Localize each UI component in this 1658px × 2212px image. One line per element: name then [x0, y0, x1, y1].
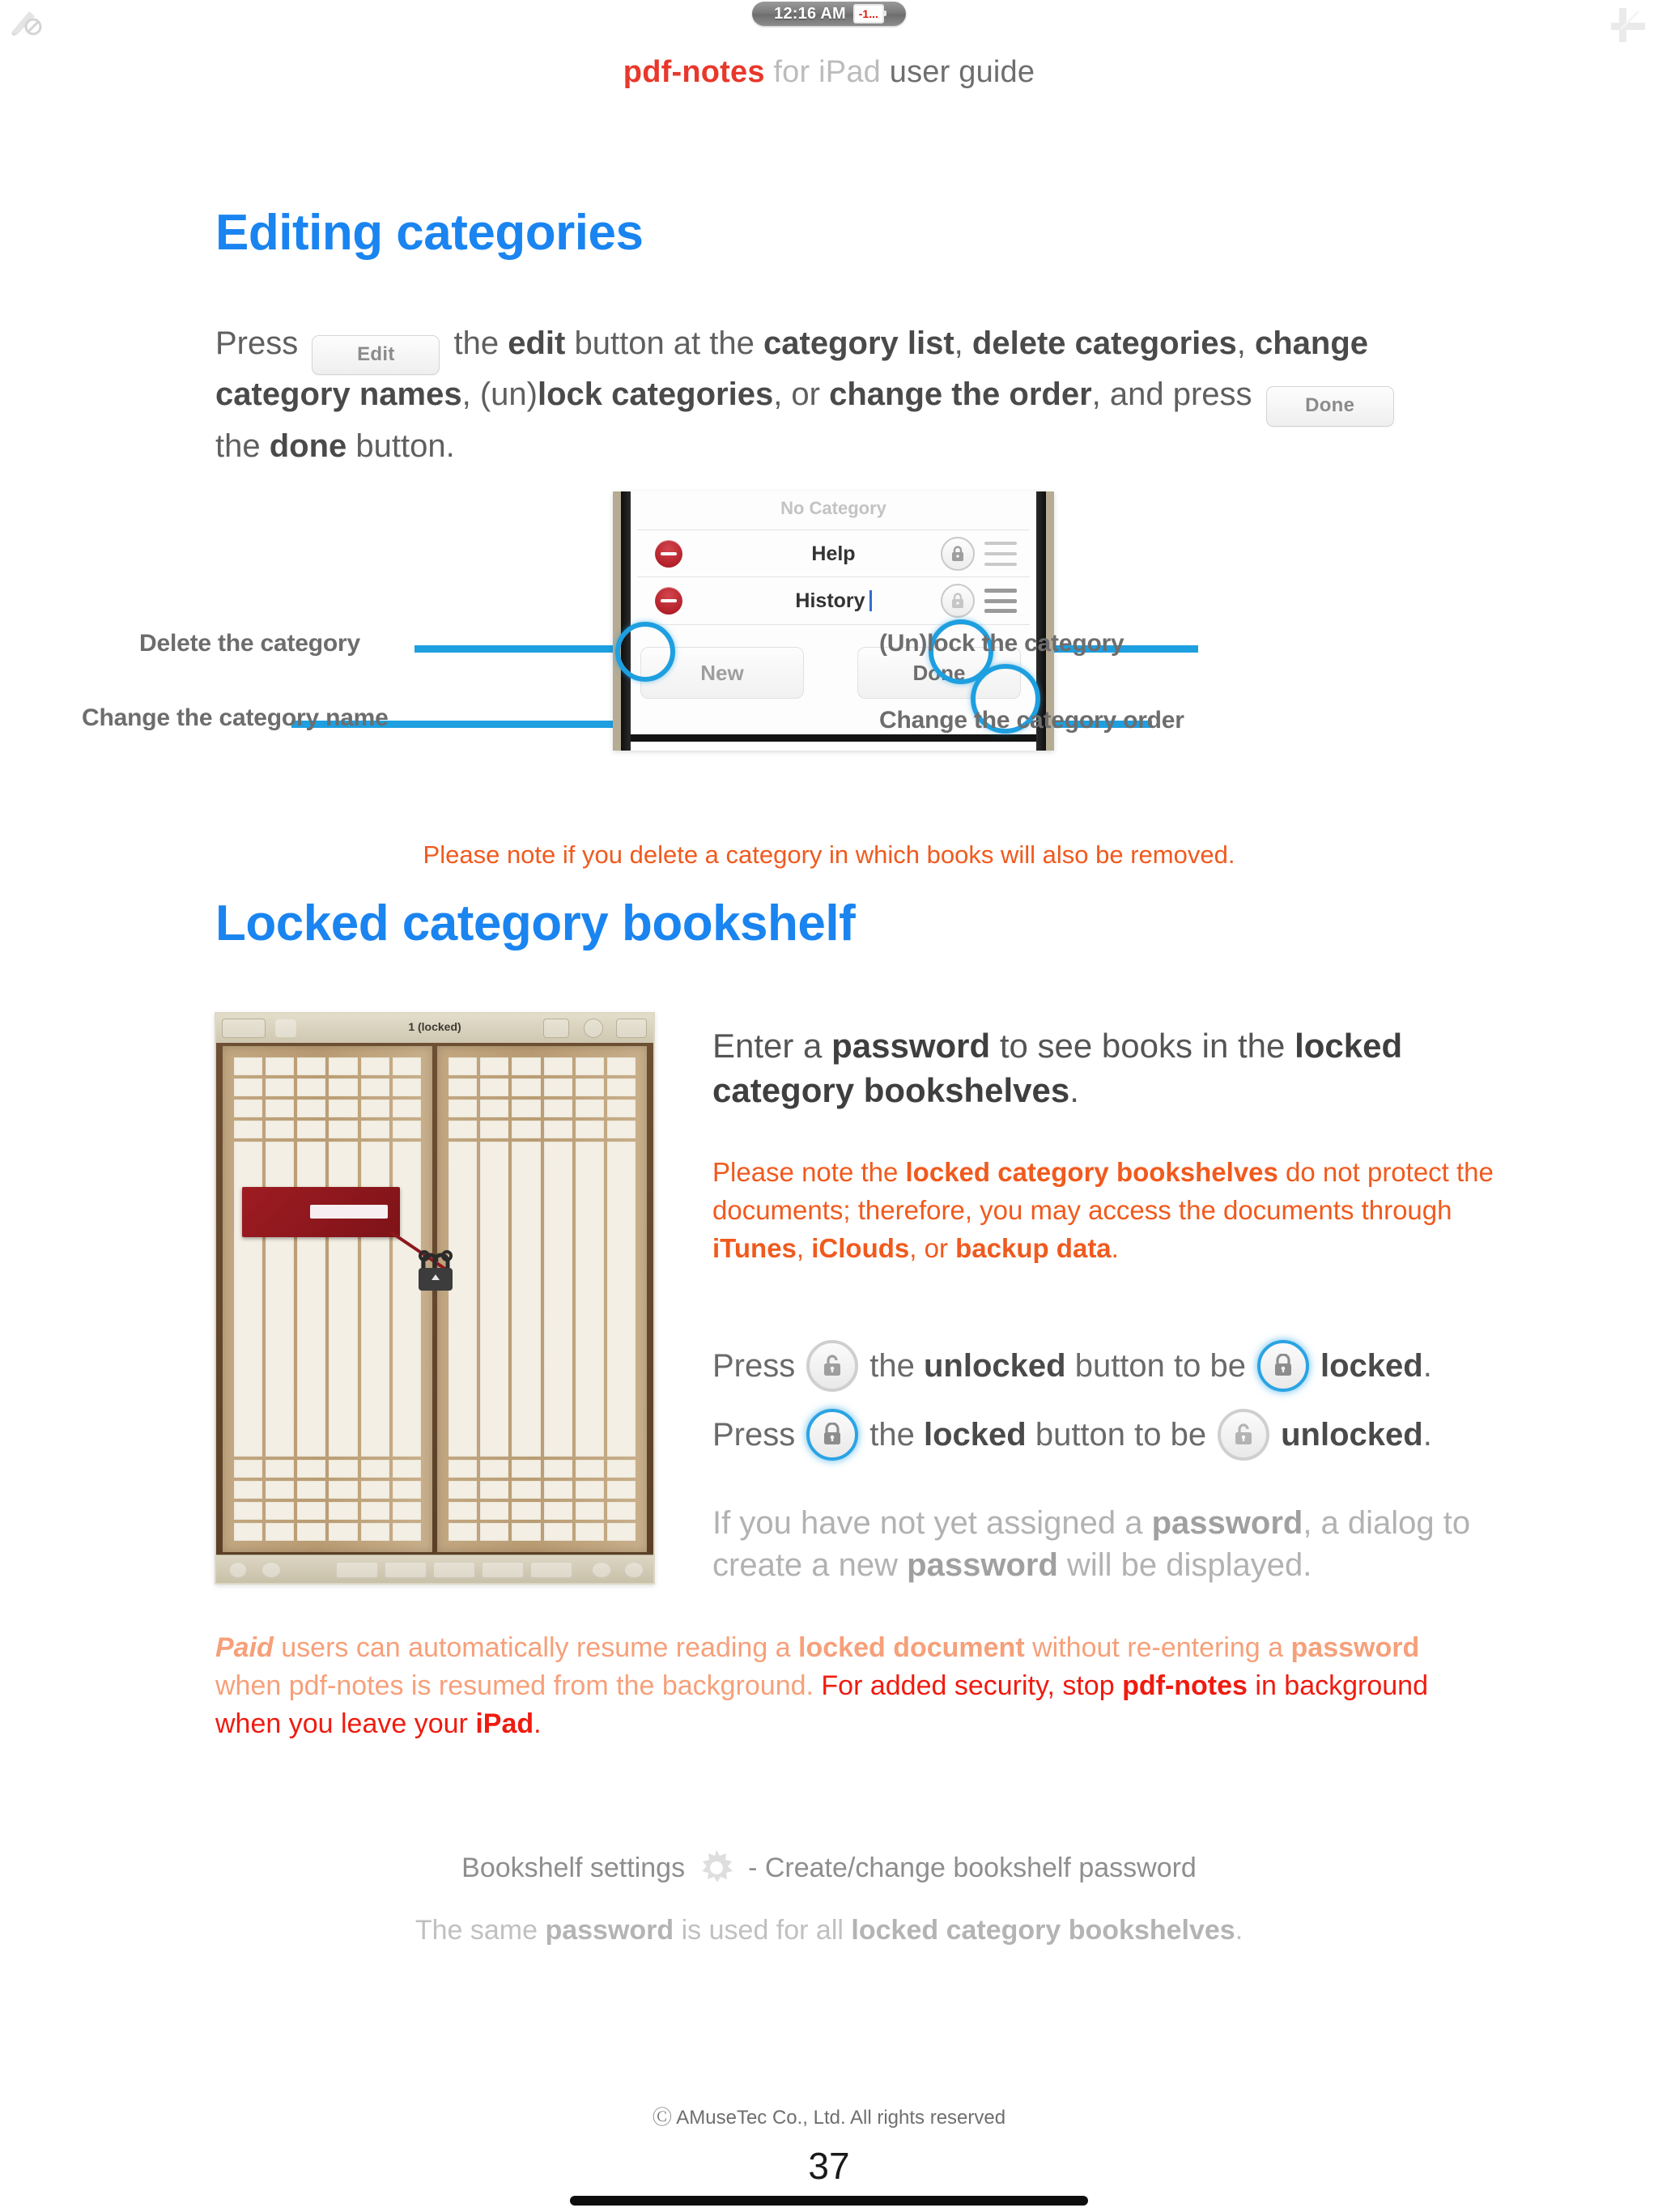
pane-row	[234, 1502, 421, 1520]
lock-icon-history[interactable]	[941, 584, 975, 618]
callout-line-delete	[414, 645, 625, 653]
edit-button[interactable]: Edit	[312, 335, 440, 375]
table-row[interactable]	[637, 576, 1030, 625]
callout-label-unlock: (Un)lock the category	[879, 630, 1124, 657]
sliding-door-left[interactable]	[223, 1046, 432, 1552]
intro-edit-bold: edit	[508, 325, 566, 361]
press1-locked-label: locked	[1320, 1347, 1423, 1384]
paid-label: Paid	[215, 1632, 274, 1663]
red-c: in background when you leave your	[215, 1670, 1428, 1739]
press1-mid: button to be	[1074, 1347, 1246, 1384]
press1-unlocked-label: unlocked	[923, 1347, 1066, 1384]
press1-press: Press	[712, 1347, 796, 1384]
reorder-handle-help[interactable]	[984, 542, 1017, 566]
pane-row	[234, 1481, 421, 1499]
samepw-a: The same	[414, 1915, 538, 1946]
text-caret	[869, 590, 872, 611]
pane-row	[449, 1502, 636, 1520]
locked-bookshelf-screenshot	[215, 1012, 655, 1585]
running-head-mid: for iPad	[764, 55, 881, 89]
samepw-b: is used for all	[681, 1915, 844, 1946]
table-row[interactable]	[637, 530, 1030, 577]
dim-password-2: password	[907, 1547, 1058, 1583]
lead-bookshelves: category bookshelves	[712, 1070, 1070, 1109]
section-title-locked-bookshelf: Locked category bookshelf	[215, 895, 856, 951]
dim-a: If you have not yet assigned a	[712, 1505, 1143, 1541]
password-tag[interactable]	[242, 1187, 400, 1237]
warn-sep-2: , or	[909, 1232, 948, 1263]
pane-row	[449, 1481, 636, 1499]
lock-icon-help[interactable]	[941, 537, 975, 571]
highlight-ring-delete	[615, 622, 675, 682]
intro-change-order: change the order	[829, 376, 1092, 413]
pane-row	[449, 1460, 636, 1478]
delete-category-note: Please note if you delete a category in which books will also be removed.	[423, 840, 1235, 869]
intro-comma-2: ,	[1236, 325, 1246, 361]
locked-icon[interactable]	[1257, 1340, 1309, 1392]
warn-backup: backup data	[955, 1232, 1112, 1263]
intro-category-list: category list	[763, 325, 954, 361]
editing-categories-diagram	[0, 478, 1658, 818]
new-category-button[interactable]: New	[640, 647, 804, 699]
bookshelf-doors	[216, 1043, 653, 1555]
footer-refresh-icon[interactable]	[624, 1562, 644, 1578]
page-bottom-bar	[570, 2196, 1088, 2206]
bookshelf-settings-line	[0, 1848, 1658, 1888]
warn-sep-1: ,	[796, 1232, 805, 1263]
category-list-header: No Category	[780, 498, 886, 518]
warn-shelves: locked category bookshelves	[905, 1157, 1278, 1187]
warn-iclouds: iClouds	[811, 1232, 910, 1263]
intro-delete-categories: delete categories	[971, 325, 1237, 361]
intro-at-the: button at the	[574, 325, 755, 361]
locked-bookshelf-warning	[712, 1154, 1506, 1268]
press1-the: the	[869, 1347, 915, 1384]
done-editing-button[interactable]: Done	[857, 647, 1021, 699]
warn-b: do not protect the documents; therefore, you may access the documents through	[712, 1157, 1494, 1225]
editing-categories-intro	[215, 324, 1430, 466]
section-title-editing-categories: Editing categories	[215, 205, 644, 261]
intro-button-word: button.	[355, 428, 455, 464]
unlocked-icon[interactable]	[1218, 1409, 1269, 1461]
same-password-note	[0, 1915, 1658, 1946]
footer-tab-2[interactable]	[385, 1562, 427, 1578]
intro-lock-categories: lock categories	[537, 376, 774, 413]
no-password-note	[712, 1502, 1506, 1586]
press2-locked-label: locked	[923, 1416, 1027, 1453]
pane-row	[234, 1078, 421, 1096]
status-clock: 12:16 AM	[774, 4, 846, 23]
paid-locked-document: locked document	[798, 1632, 1025, 1663]
warn-period: .	[1111, 1232, 1119, 1263]
red-ipad: iPad	[475, 1708, 534, 1739]
footer-tab-4[interactable]	[482, 1562, 524, 1578]
pane-row	[234, 1057, 421, 1075]
footer-tab-3[interactable]	[433, 1562, 475, 1578]
intro-press: Press	[215, 325, 299, 361]
pane-row	[449, 1100, 636, 1117]
settings-label: Bookshelf settings	[461, 1852, 686, 1883]
unlocked-icon[interactable]	[806, 1340, 858, 1392]
callout-label-delete: Delete the category	[139, 630, 360, 657]
red-brand: pdf-notes	[1122, 1670, 1248, 1701]
callout-label-rename: Change the category name	[82, 704, 389, 731]
lead-period: .	[1069, 1070, 1079, 1109]
intro-comma-1: ,	[954, 325, 963, 361]
footer-eye-icon[interactable]	[592, 1562, 611, 1578]
lead-password: password	[831, 1027, 991, 1065]
paid-password: password	[1290, 1632, 1420, 1663]
battery-level: -1...	[858, 7, 878, 20]
dim-password-1: password	[1151, 1505, 1303, 1541]
samepw-shelves: locked category bookshelves	[851, 1915, 1235, 1946]
lead-a: Enter a	[712, 1027, 823, 1065]
lead-b: to see books in the	[999, 1027, 1286, 1065]
pane-row	[234, 1100, 421, 1117]
lead-locked: locked	[1295, 1027, 1403, 1065]
intro-done-bold: done	[269, 428, 347, 464]
sliding-door-right[interactable]	[437, 1046, 647, 1552]
red-a: For added security, stop	[821, 1670, 1115, 1701]
done-button[interactable]: Done	[1266, 386, 1394, 426]
reorder-handle-history[interactable]	[984, 589, 1017, 613]
red-period: .	[534, 1708, 542, 1739]
copyright-notice: Ⓒ AMuseTec Co., Ltd. All rights reserved	[652, 2107, 1006, 2129]
samepw-password: password	[545, 1915, 674, 1946]
paid-d: when pdf-notes is resumed from the background.	[215, 1670, 814, 1701]
press2-press: Press	[712, 1416, 796, 1453]
locked-icon[interactable]	[806, 1409, 858, 1461]
page-number: 37	[808, 2145, 850, 2187]
intro-comma-3: , (un)	[461, 376, 538, 413]
running-head-tail: user guide	[881, 55, 1035, 89]
intro-comma-4: ,	[1091, 376, 1101, 413]
footer-tab-5[interactable]	[530, 1562, 572, 1578]
pane-row	[234, 1121, 421, 1138]
intro-the-1: the	[453, 325, 500, 361]
paid-c: without re-entering a	[1032, 1632, 1284, 1663]
locked-bookshelf-lead	[712, 1024, 1506, 1112]
footer-tab-1[interactable]	[336, 1562, 378, 1578]
pane-row	[449, 1057, 636, 1075]
callout-label-reorder: Change the category order	[879, 707, 1184, 734]
bookshelf-toolbar	[216, 1014, 653, 1044]
press2-mid: button to be	[1035, 1416, 1207, 1453]
warn-itunes: iTunes	[712, 1232, 797, 1263]
paid-a: users can automatically resume reading a	[281, 1632, 791, 1663]
press2-unlocked-label: unlocked	[1281, 1416, 1423, 1453]
password-input[interactable]	[310, 1205, 388, 1219]
intro-or: , or	[773, 376, 820, 413]
category-name-history-text: History	[795, 589, 865, 612]
samepw-period: .	[1235, 1915, 1244, 1946]
door-panes-left	[234, 1057, 421, 1541]
pane-row	[449, 1121, 636, 1138]
gear-icon[interactable]	[696, 1848, 737, 1888]
press2-period: .	[1422, 1416, 1432, 1453]
pane-row	[449, 1523, 636, 1541]
pane-row	[234, 1523, 421, 1541]
bookshelf-footer-toolbar	[216, 1555, 653, 1583]
pane-row	[449, 1142, 636, 1457]
intro-and-press: and press	[1109, 376, 1252, 413]
intro-the-2: the	[215, 428, 261, 464]
footer-download-icon[interactable]	[229, 1562, 247, 1578]
settings-description: - Create/change bookshelf password	[748, 1852, 1197, 1883]
footer-cloud-icon[interactable]	[261, 1562, 281, 1578]
pane-row	[449, 1078, 636, 1096]
brand-name: pdf-notes	[623, 55, 765, 89]
door-panes-right	[449, 1057, 636, 1541]
paid-users-note	[215, 1629, 1462, 1743]
dim-c: will be displayed.	[1067, 1547, 1312, 1583]
dim-b: , a dialog to create a new	[712, 1505, 1471, 1583]
press-unlocked-line	[712, 1340, 1432, 1392]
pane-row	[234, 1460, 421, 1478]
press-locked-line	[712, 1409, 1432, 1461]
padlock-icon[interactable]	[412, 1244, 459, 1294]
warn-a: Please note the	[712, 1157, 899, 1187]
bookshelf-title: 1 (locked)	[408, 1020, 461, 1033]
category-name-help: Help	[811, 542, 856, 565]
press1-period: .	[1422, 1347, 1432, 1384]
intro-change-names: change category names	[215, 325, 1369, 413]
press2-the: the	[869, 1416, 915, 1453]
